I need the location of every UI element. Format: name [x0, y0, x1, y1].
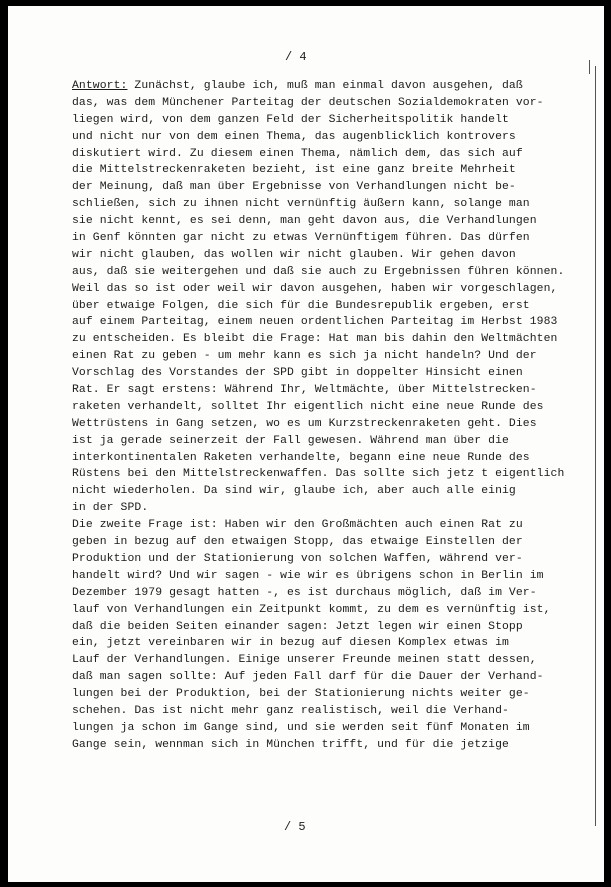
text-line: lungen ja schon im Gange sind, und sie werden seit fünf Monaten im: [72, 721, 530, 734]
text-line: aus, daß sie weitergehen und daß sie auch zu Ergebnissen führen können.: [72, 265, 565, 278]
text-line: in der SPD.: [72, 502, 149, 515]
text-line: Wettrüstens in Gang setzen, wo es um Kurzstreckenraketen geht. Dies: [72, 417, 537, 430]
answer-label: Antwort:: [72, 80, 128, 92]
text-line: zu entscheiden. Es bleibt die Frage: Hat man bis dahin den Weltmächten: [72, 333, 558, 346]
text-line: nicht wiederholen. Da sind wir, glaube ich, aber auch alle einig: [72, 485, 516, 498]
text-line: Weil das so ist oder weil wir davon ausgehen, haben wir vorgeschlagen,: [72, 282, 558, 295]
text-line: handelt wird? Und wir sagen - wie wir es übrigens schon in Berlin im: [72, 569, 544, 582]
text-line: sie nicht kennt, es sei denn, man geht davon aus, die Verhandlungen: [72, 215, 537, 228]
page-number-bottom: / 5: [284, 820, 306, 834]
text-line: diskutiert wird. Zu diesem einen Thema, nämlich dem, das sich auf: [72, 147, 523, 160]
text-line: daß die beiden Seiten einander sagen: Jetzt legen wir einen Stopp: [72, 620, 523, 633]
text-line: liegen wird, von dem ganzen Feld der Sicherheitspolitik handelt: [72, 113, 509, 126]
text-line: Produktion und der Stationierung von solchen Waffen, während ver-: [72, 552, 523, 565]
text-line: raketen verhandelt, solltet Ihr eigentlich nicht eine neue Runde des: [72, 400, 544, 413]
margin-line: [593, 66, 596, 826]
text-line: Die zweite Frage ist: Haben wir den Großmächten auch einen Rat zu: [72, 519, 523, 532]
text-line: Vorschlag des Vorstandes der SPD gibt in doppelter Hinsicht einen: [72, 367, 523, 380]
text-line: über etwaige Folgen, die sich für die Bundesrepublik ergeben, erst: [72, 299, 530, 312]
text-line: Lauf der Verhandlungen. Einige unserer Freunde meinen statt dessen,: [72, 654, 537, 667]
text-line: Gange sein, wennman sich in München trifft, und für die jetzige: [72, 738, 509, 751]
text-line: auf einem Parteitag, einem neuen ordentlichen Parteitag im Herbst 1983: [72, 316, 558, 329]
text-line: Dezember 1979 gesagt hatten -, es ist durchaus möglich, daß im Ver-: [72, 586, 537, 599]
text-line: in Genf könnten gar nicht zu etwas Vernünftigem führen. Das dürfen: [72, 232, 530, 245]
text-line: geben in bezug auf den etwaigen Stopp, das etwaige Einstellen der: [72, 536, 523, 549]
text-line: wir nicht glauben, das wollen wir nicht glauben. Wir gehen davon: [72, 248, 516, 261]
text-line: das, was dem Münchener Parteitag der deutschen Sozialdemokraten vor-: [72, 96, 544, 109]
text-line: Rat. Er sagt erstens: Während Ihr, Weltmächte, über Mittelstrecken-: [72, 384, 537, 397]
text-line: ein, jetzt vereinbaren wir in bezug auf diesen Komplex etwas im: [72, 637, 509, 650]
page-number-top: / 4: [285, 50, 307, 64]
text-line: ist ja gerade seinerzeit der Fall gewesen. Während man über die: [72, 434, 509, 447]
first-line-text: Zunächst, glaube ich, muß man einmal davon ausgehen, daß: [127, 80, 523, 92]
text-line: lungen bei der Produktion, bei der Stationierung nichts weiter ge-: [72, 688, 530, 701]
document-page: [8, 6, 604, 882]
text-line: [72, 78, 604, 95]
text-line: die Mittelstreckenraketen bezieht, ist eine ganz breite Mehrheit: [72, 164, 516, 177]
text-line: schehen. Das ist nicht mehr ganz realistisch, weil die Verhand-: [72, 704, 509, 717]
text-line: der Meinung, daß man über Ergebnisse von Verhandlungen nicht be-: [72, 181, 516, 194]
text-line: schließen, sich zu ihnen nicht vernünftig äußern kann, solange man: [72, 198, 530, 211]
text-line: einen Rat zu geben - um mehr kann es sich ja nicht handeln? Und der: [72, 350, 537, 363]
margin-tick: [587, 60, 590, 74]
text-line: daß man sagen sollte: Auf jeden Fall darf für die Dauer der Verhand-: [72, 671, 544, 684]
text-line: interkontinentalen Raketen verhandelte, begann eine neue Runde des: [72, 451, 530, 464]
interview-text: [72, 78, 604, 754]
text-line: und nicht nur von dem einen Thema, das augenblicklich kontrovers: [72, 130, 516, 143]
text-line: lauf von Verhandlungen ein Zeitpunkt kommt, zu dem es vernünftig ist,: [72, 603, 551, 616]
text-line: Rüstens bei den Mittelstreckenwaffen. Das sollte sich jetz t eigentlich: [72, 468, 565, 481]
